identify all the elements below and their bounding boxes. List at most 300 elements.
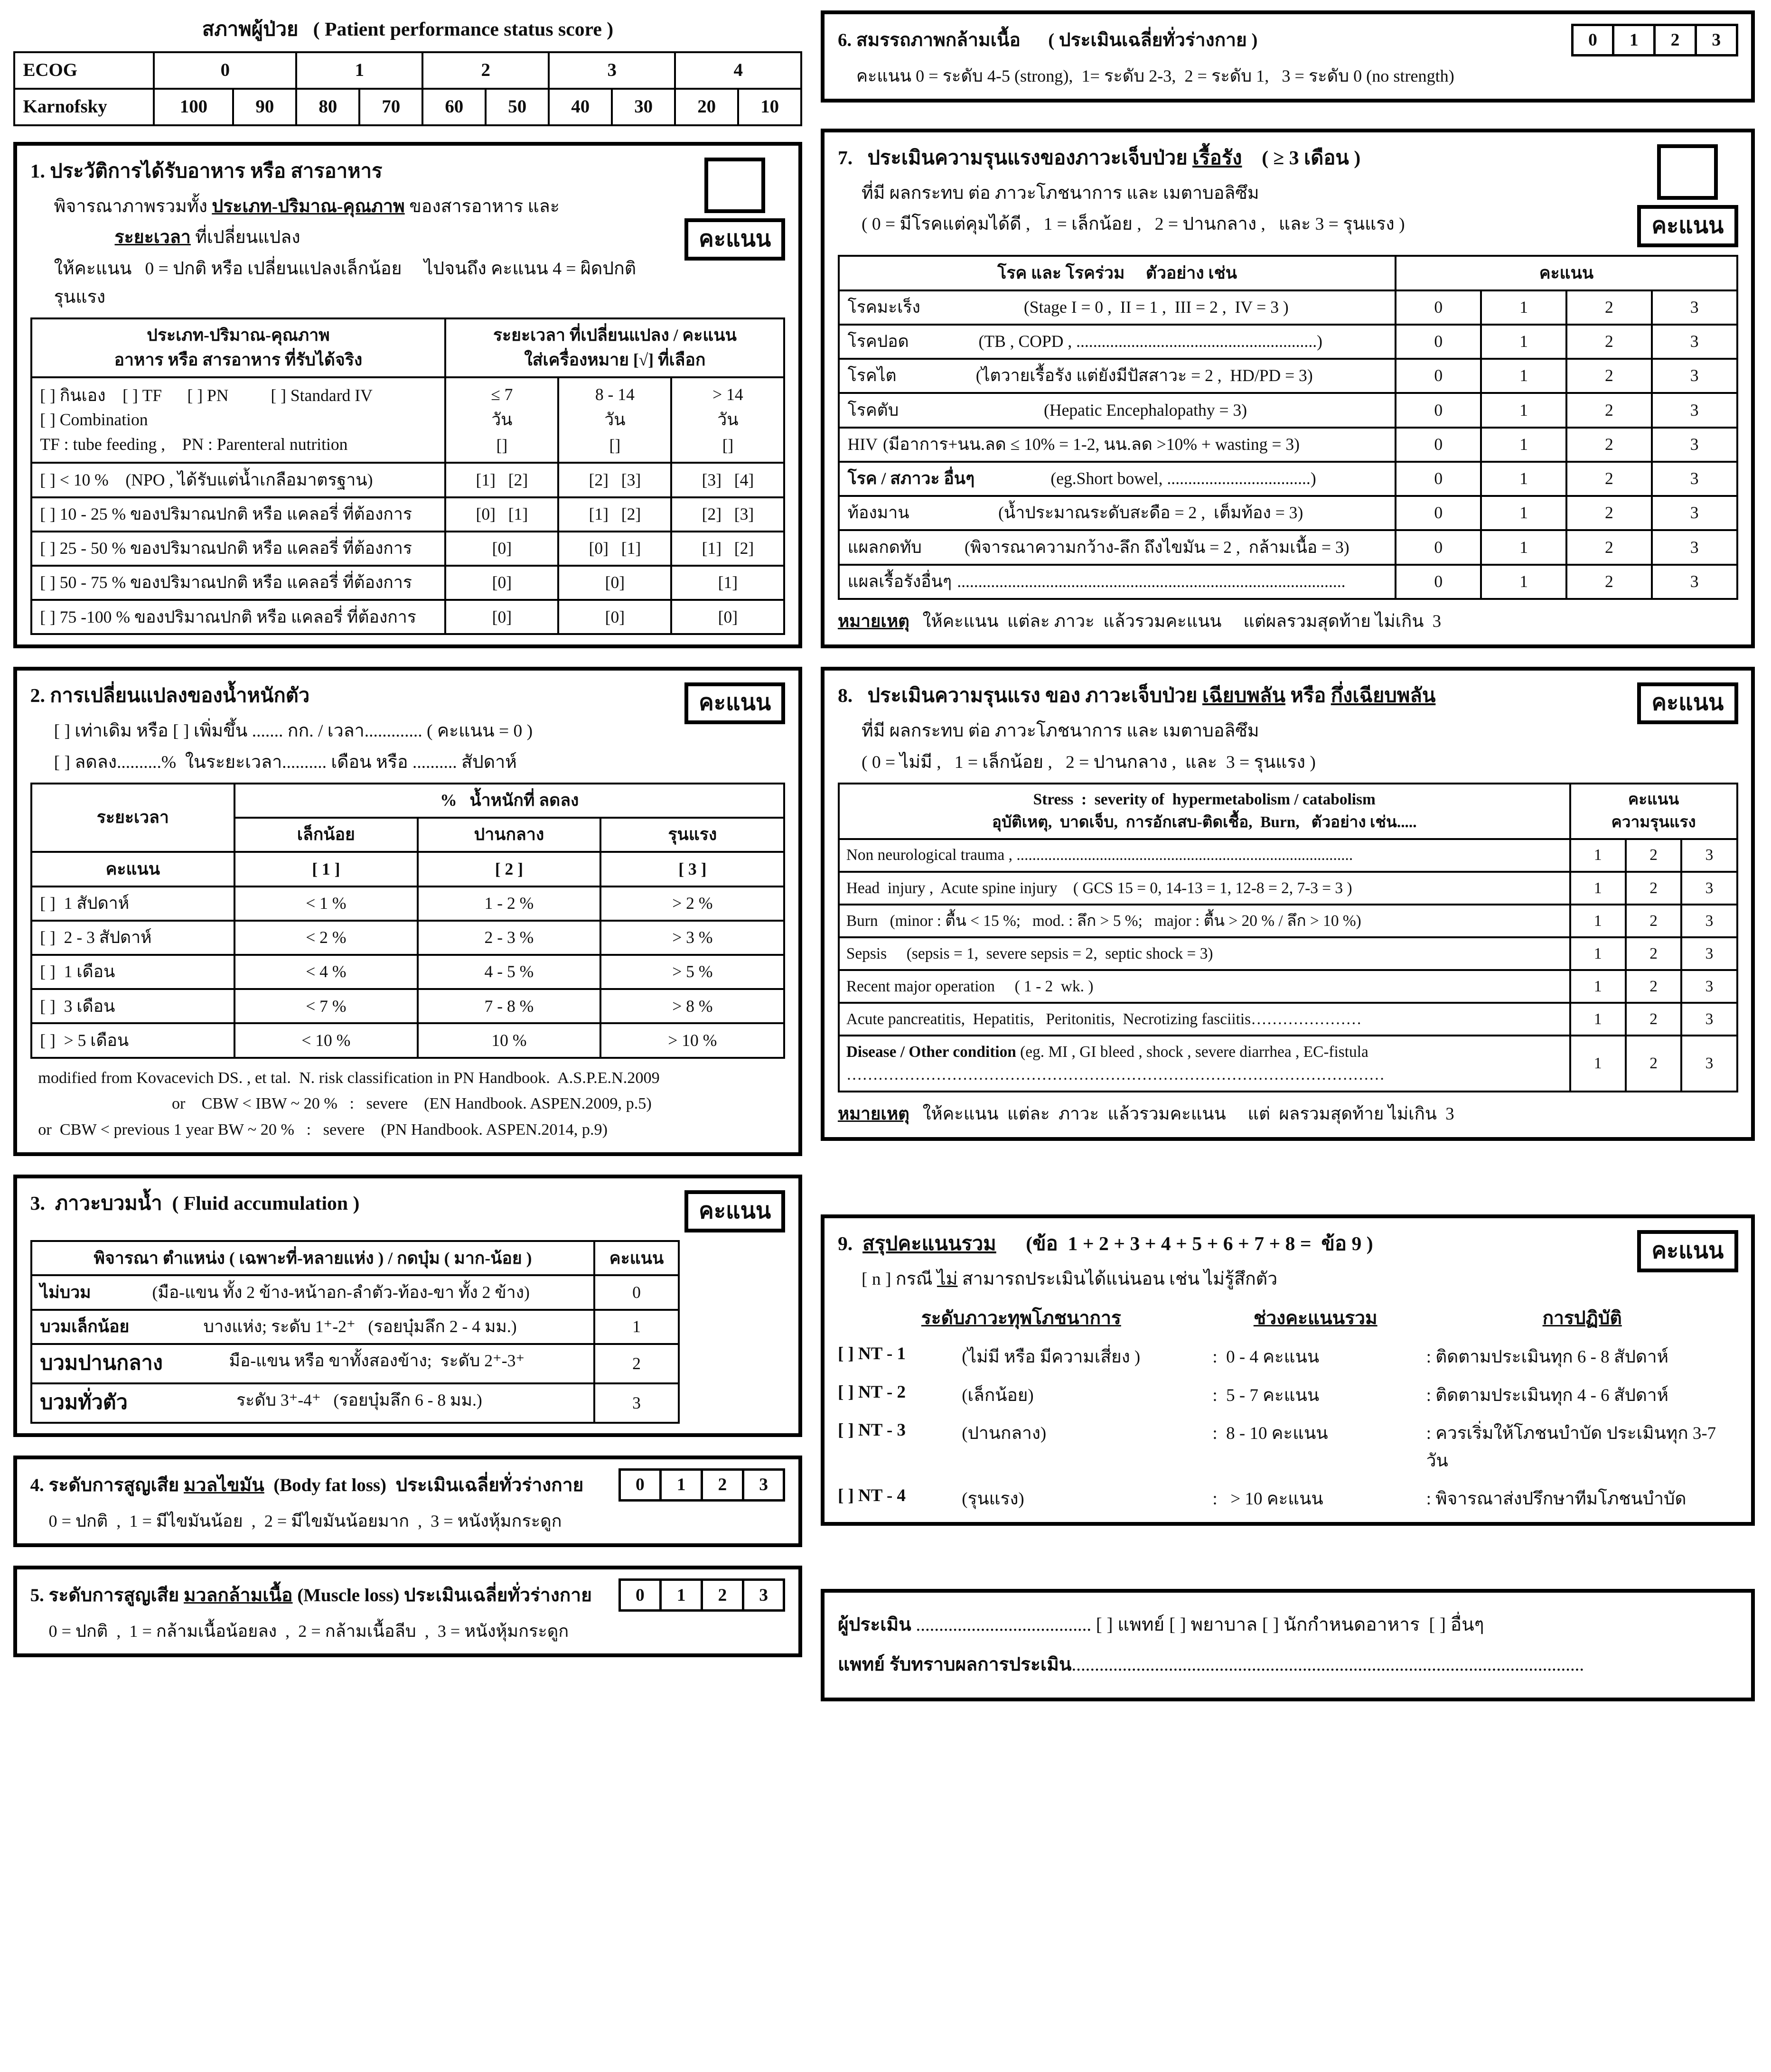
score-1[interactable]: 1 — [1481, 462, 1566, 496]
section6-title: 6. สมรรถภาพกล้ามเนื้อ ( ประเมินเฉลี่ยทั่วร่างกาย ) — [837, 30, 1258, 51]
score-entry-box[interactable] — [704, 158, 765, 213]
nt-level: (รุนแรง) — [962, 1489, 1024, 1509]
score-cell-1[interactable]: 1 — [659, 1468, 703, 1502]
score-0[interactable]: 0 — [1396, 496, 1481, 530]
score-2[interactable]: 2 — [1626, 1003, 1681, 1036]
score-label: คะแนน — [684, 218, 786, 261]
score-option-cell[interactable]: [0] — [445, 566, 558, 600]
table-row — [839, 393, 1737, 427]
table-row — [31, 497, 785, 532]
title-text: (Body fat loss) ประเมินเฉลี่ยทั่วร่างกาย — [264, 1475, 584, 1495]
score-header: คะแนน — [1396, 256, 1737, 290]
fluid-score[interactable]: 1 — [594, 1310, 678, 1344]
score-2[interactable]: 2 — [1566, 325, 1652, 359]
table-row — [31, 1383, 679, 1423]
score-3[interactable]: 3 — [1652, 496, 1737, 530]
score-row-label: คะแนน — [31, 852, 234, 886]
n-line-text: [ n ] กรณี — [861, 1269, 937, 1289]
duration-checkbox[interactable]: [] — [722, 435, 734, 455]
score-2[interactable]: 2 — [1626, 872, 1681, 905]
score-label: คะแนน — [684, 682, 786, 725]
intake-option-line[interactable]: [ ] กินเอง [ ] TF [ ] PN [ ] Standard IV — [40, 385, 373, 405]
score-option-cell[interactable]: [0] — [445, 532, 558, 566]
intake-pct-label[interactable]: [ ] 75 -100 % ของปริมาณปกติ หรือ แคลอรี่ ที่ต้องการ — [31, 600, 446, 634]
nt-range: : 5 - 7 คะแนน — [1212, 1385, 1320, 1405]
score-label: คะแนน — [1637, 1230, 1738, 1272]
assessor-label: ผู้ประเมิน — [837, 1615, 911, 1635]
score-1[interactable]: 1 — [1481, 359, 1566, 393]
duration-checkbox[interactable]: [] — [609, 435, 621, 455]
loss-value: 4 - 5 % — [418, 955, 601, 989]
n-line-text: สามารถประเมินได้แน่นอน เช่น ไม่รู้สึกตัว — [957, 1269, 1278, 1289]
score-cell-2[interactable]: 2 — [701, 1468, 744, 1502]
score-option-cell[interactable]: [0] — [558, 600, 671, 634]
intake-pct-label[interactable]: [ ] 10 - 25 % ของปริมาณปกติ หรือ แคลอรี่ ที่ต้องการ — [31, 497, 446, 532]
table-header-row — [31, 318, 785, 377]
stress-label — [839, 1036, 1570, 1091]
score-cell-3[interactable]: 3 — [742, 1578, 786, 1612]
score-0[interactable]: 0 — [1396, 565, 1481, 599]
score-0[interactable]: 0 — [1396, 393, 1481, 427]
fluid-header: พิจารณา ตำแหน่ง ( เฉพาะที่-หลายแห่ง ) / กดบุ๋ม ( มาก-น้อย ) — [31, 1241, 595, 1275]
score-option-cell[interactable]: [2] [3] — [558, 463, 671, 497]
table-row — [839, 905, 1737, 937]
score-2[interactable]: 2 — [1566, 428, 1652, 462]
desc-underlined: ระยะเวลา — [114, 228, 191, 248]
weight-loss-table — [30, 783, 786, 1059]
disease-cell — [839, 359, 1396, 393]
duration-gt14-cell[interactable] — [671, 377, 784, 463]
score-cell-2[interactable]: 2 — [1653, 24, 1697, 57]
fluid-level-cell — [31, 1310, 595, 1344]
score-0[interactable]: 0 — [1396, 325, 1481, 359]
stress-label: Sepsis (sepsis = 1, severe sepsis = 2, septic shock = 3) — [839, 937, 1570, 970]
intake-pct-label[interactable]: [ ] 25 - 50 % ของปริมาณปกติ หรือ แคลอรี่ ที่ต้องการ — [31, 532, 446, 566]
period-checkbox[interactable]: [ ] 2 - 3 สัปดาห์ — [31, 921, 234, 955]
score-cell-3[interactable]: 3 — [742, 1468, 786, 1502]
ecog-label: ECOG — [14, 52, 154, 89]
nt-range: : 0 - 4 คะแนน — [1212, 1347, 1320, 1367]
score-2[interactable]: 2 — [1566, 290, 1652, 325]
section-1-diet-history — [13, 142, 802, 648]
score-1[interactable]: 1 — [1570, 1036, 1626, 1091]
section4-title-line — [30, 1468, 786, 1502]
score-1[interactable]: 1 — [1570, 970, 1626, 1003]
karnofsky-70[interactable]: 70 — [359, 89, 422, 125]
stress-label: Head injury , Acute spine injury ( GCS 15 = 0, 14-13 = 1, 12-8 = 2, 7-3 = 3 ) — [839, 872, 1570, 905]
score-3[interactable]: 3 — [1681, 905, 1737, 937]
table-row — [839, 872, 1737, 905]
section5-score-strip — [618, 1578, 786, 1612]
fluid-level-name: บวมทั่วตัว — [40, 1391, 128, 1414]
score-1[interactable]: 1 — [1481, 565, 1566, 599]
score-1[interactable]: 1 — [1481, 530, 1566, 564]
performance-table — [13, 51, 802, 126]
score-2[interactable]: 2 — [1626, 1036, 1681, 1091]
section-8-acute-illness — [821, 667, 1755, 1141]
score-option-cell[interactable]: [2] [3] — [671, 497, 784, 532]
score-2[interactable]: 2 — [1566, 530, 1652, 564]
nt-checkbox[interactable]: [ ] NT - 1 — [837, 1344, 906, 1363]
table-row — [839, 530, 1737, 564]
right-column — [821, 10, 1755, 1719]
section8-title — [838, 680, 1738, 711]
loss-value: > 5 % — [600, 955, 784, 989]
section8-score-box — [1637, 682, 1738, 725]
ecog-score-2[interactable]: 2 — [422, 52, 549, 89]
acute-stress-table — [838, 783, 1738, 1092]
ecog-score-1[interactable]: 1 — [296, 52, 422, 89]
header-line: ประเภท-ปริมาณ-คุณภาพ — [147, 326, 330, 345]
table-row — [31, 955, 785, 989]
score-value[interactable]: [ 3 ] — [600, 852, 784, 886]
section1-desc-line2 — [30, 223, 786, 251]
intake-abbrev-line: TF : tube feeding , PN : Parenteral nutrition — [40, 434, 348, 454]
period-checkbox[interactable]: [ ] 3 เดือน — [31, 989, 234, 1023]
stress-label: Non neurological trauma , ..................................................................................... — [839, 839, 1570, 872]
score-cell-1[interactable]: 1 — [659, 1578, 703, 1612]
score-cell-1[interactable]: 1 — [1612, 24, 1656, 57]
duration-checkbox[interactable]: [] — [496, 435, 508, 455]
table-row — [839, 839, 1737, 872]
disease-cell — [839, 496, 1396, 530]
performance-status-section — [13, 10, 802, 126]
score-entry-box[interactable] — [1657, 144, 1718, 200]
section-5-muscle-loss — [13, 1566, 802, 1658]
score-2[interactable]: 2 — [1626, 905, 1681, 937]
title-text: ( ≥ 3 เดือน ) — [1242, 147, 1361, 169]
header-line: ใส่เครื่องหมาย [√] ที่เลือก — [524, 350, 706, 369]
score-value[interactable]: [ 1 ] — [234, 852, 418, 886]
duration-unit: วัน — [717, 410, 739, 429]
title-underlined: กึ่งเฉียบพลัน — [1331, 685, 1436, 707]
score-1[interactable]: 1 — [1481, 325, 1566, 359]
table-header-row — [31, 1241, 679, 1275]
score-option-cell[interactable]: [0] [1] — [558, 532, 671, 566]
score-option-cell[interactable]: [1] [2] — [671, 532, 784, 566]
title-text: (Muscle loss) ประเมินเฉลี่ยทั่วร่างกาย — [292, 1585, 592, 1606]
nt-action: : ติดตามประเมินทุก 6 - 8 สัปดาห์ — [1426, 1347, 1669, 1367]
score-option-cell[interactable]: [1] [2] — [558, 497, 671, 532]
intake-option-line[interactable]: [ ] Combination — [40, 410, 148, 429]
duration-unit: วัน — [604, 410, 626, 429]
score-3[interactable]: 3 — [1652, 359, 1737, 393]
section5-legend: 0 = ปกติ , 1 = กล้ามเนื้อน้อยลง , 2 = กล้ามเนื้อลีบ , 3 = หนังหุ้มกระดูก — [48, 1622, 569, 1641]
physician-ack-line[interactable] — [838, 1648, 1738, 1681]
n-line-underlined: ไม่ — [937, 1269, 958, 1289]
karnofsky-20[interactable]: 20 — [675, 89, 738, 125]
score-1[interactable]: 1 — [1481, 428, 1566, 462]
fluid-level-detail: บางแห่ง; ระดับ 1⁺-2⁺ (รอยบุ๋มลึก 2 - 4 มม.) — [203, 1317, 517, 1336]
intake-type-header — [31, 318, 446, 377]
header-line: ระยะเวลา ที่เปลี่ยนแปลง / คะแนน — [493, 326, 737, 345]
nt-level-header: ระดับภาวะทุพโภชนาการ — [921, 1308, 1121, 1329]
desc-text: ของสารอาหาร และ — [404, 196, 560, 216]
assessor-box — [821, 1589, 1755, 1701]
disease-name: โรค / สภาวะ อื่นๆ — [847, 469, 975, 488]
score-2[interactable]: 2 — [1566, 496, 1652, 530]
score-3[interactable]: 3 — [1652, 428, 1737, 462]
nt-checkbox[interactable]: [ ] NT - 3 — [837, 1419, 906, 1439]
disease-cell — [839, 530, 1396, 564]
duration-unit: วัน — [491, 410, 513, 429]
section8-desc2: ( 0 = ไม่มี , 1 = เล็กน้อย , 2 = ปานกลาง , และ 3 = รุนแรง ) — [861, 752, 1316, 772]
score-cell-0[interactable]: 0 — [618, 1578, 662, 1612]
ecog-score-0[interactable]: 0 — [154, 52, 296, 89]
score-0[interactable]: 0 — [1396, 462, 1481, 496]
section1-title: 1. ประวัติการได้รับอาหาร หรือ สารอาหาร — [30, 160, 383, 182]
score-3[interactable]: 3 — [1652, 290, 1737, 325]
score-0[interactable]: 0 — [1396, 428, 1481, 462]
weight-loss-line[interactable]: [ ] ลดลง..........% ในระยะเวลา.......... เดือน หรือ .......... สัปดาห์ — [54, 752, 517, 772]
karnofsky-50[interactable]: 50 — [486, 89, 549, 125]
table-row — [839, 496, 1737, 530]
nt-action-header: การปฏิบัติ — [1542, 1308, 1622, 1329]
loss-header: % น้ำหนักที่ ลดลง — [234, 784, 784, 818]
score-1[interactable]: 1 — [1481, 496, 1566, 530]
score-cell-0[interactable]: 0 — [1571, 24, 1615, 57]
table-row — [839, 325, 1737, 359]
section7-score-box — [1637, 144, 1738, 247]
score-option-cell[interactable]: [1] — [671, 566, 784, 600]
fluid-level-detail: (มือ-แขน ทั้ง 2 ข้าง-หน้าอก-ลำตัว-ท้อง-ขา ทั้ง 2 ข้าง) — [152, 1282, 530, 1302]
score-option-cell[interactable]: [0] [1] — [445, 497, 558, 532]
period-checkbox[interactable]: [ ] 1 เดือน — [31, 955, 234, 989]
disease-detail: ............................................................................................ — [957, 571, 1346, 591]
karnofsky-60[interactable]: 60 — [422, 89, 486, 125]
score-option-cell[interactable]: [0] — [445, 600, 558, 634]
karnofsky-30[interactable]: 30 — [612, 89, 675, 125]
section6-score-strip — [1571, 24, 1738, 57]
stress-label: Recent major operation ( 1 - 2 wk. ) — [839, 970, 1570, 1003]
desc-underlined: ประเภท-ปริมาณ-คุณภาพ — [212, 196, 405, 216]
desc-text: พิจารณาภาพรวมทั้ง — [54, 196, 212, 216]
score-value[interactable]: [ 2 ] — [418, 852, 601, 886]
section8-desc1: ที่มี ผลกระทบ ต่อ ภาวะโภชนาการ และ เมตาบอลิซึม — [861, 721, 1259, 741]
score-header: คะแนน — [594, 1241, 678, 1275]
nt-checkbox[interactable]: [ ] NT - 4 — [837, 1485, 906, 1505]
table-row — [839, 1036, 1737, 1091]
section3-title: 3. ภาวะบวมน้ำ ( Fluid accumulation ) — [30, 1193, 360, 1215]
section9-n-line[interactable] — [838, 1264, 1738, 1293]
nt-checkbox[interactable]: [ ] NT - 2 — [837, 1381, 906, 1401]
score-2[interactable]: 2 — [1566, 565, 1652, 599]
score-2[interactable]: 2 — [1566, 393, 1652, 427]
section6-title-line — [838, 24, 1738, 57]
table-row — [31, 532, 785, 566]
score-1[interactable]: 1 — [1570, 905, 1626, 937]
assessor-line[interactable] — [838, 1608, 1738, 1642]
table-row — [31, 566, 785, 600]
diet-history-table — [30, 317, 786, 635]
score-3[interactable]: 3 — [1652, 530, 1737, 564]
section6-legend: คะแนน 0 = ระดับ 4-5 (strong), 1= ระดับ 2-3, 2 = ระดับ 1, 3 = ระดับ 0 (no strength) — [856, 66, 1454, 86]
score-2[interactable]: 2 — [1566, 359, 1652, 393]
section9-score-box — [1637, 1230, 1738, 1272]
table-row — [31, 600, 785, 634]
duration-8-14-cell[interactable] — [558, 377, 671, 463]
score-2[interactable]: 2 — [1626, 970, 1681, 1003]
fluid-score[interactable]: 0 — [594, 1275, 678, 1309]
score-1[interactable]: 1 — [1481, 393, 1566, 427]
karnofsky-80[interactable]: 80 — [296, 89, 359, 125]
score-1[interactable]: 1 — [1570, 1003, 1626, 1036]
level-header: เล็กน้อย — [234, 818, 418, 852]
table-row — [31, 989, 785, 1023]
score-1[interactable]: 1 — [1481, 290, 1566, 325]
disease-name: ท้องมาน — [847, 503, 909, 523]
fluid-level-name: ไม่บวม — [40, 1282, 91, 1302]
section8-note — [838, 1100, 1738, 1128]
assessor-fill[interactable]: ...................................... [ ] แพทย์ [ ] พยาบาล [ ] นักกำหนดอาหาร [ ] อื่นๆ — [911, 1615, 1484, 1635]
intake-route-cell[interactable] — [31, 377, 446, 463]
score-cell-2[interactable]: 2 — [701, 1578, 744, 1612]
table-row — [31, 887, 785, 921]
section1-desc-line1 — [30, 192, 786, 220]
loss-value: < 7 % — [234, 989, 418, 1023]
section4-title — [30, 1470, 608, 1500]
fluid-level-name: บวมเล็กน้อย — [40, 1317, 130, 1336]
weight-same-or-gain-line[interactable]: [ ] เท่าเดิม หรือ [ ] เพิ่มขึ้น ....... กก. / เวลา............. ( คะแนน = 0 ) — [54, 721, 533, 741]
header-line: ความรุนแรง — [1611, 813, 1696, 831]
duration-le7-cell[interactable] — [445, 377, 558, 463]
score-3[interactable]: 3 — [1681, 1003, 1737, 1036]
disease-detail: (TB , COPD , .........................................................) — [978, 332, 1322, 351]
loss-value: 1 - 2 % — [418, 887, 601, 921]
score-1[interactable]: 1 — [1570, 872, 1626, 905]
table-row — [839, 359, 1737, 393]
score-0[interactable]: 0 — [1396, 359, 1481, 393]
score-option-cell[interactable]: [3] [4] — [671, 463, 784, 497]
loss-value: > 8 % — [600, 989, 784, 1023]
loss-value: > 2 % — [600, 887, 784, 921]
period-checkbox[interactable]: [ ] 1 สัปดาห์ — [31, 887, 234, 921]
score-0[interactable]: 0 — [1396, 530, 1481, 564]
score-option-cell[interactable]: [0] — [671, 600, 784, 634]
section4-legend: 0 = ปกติ , 1 = มีไขมันน้อย , 2 = มีไขมันน้อยมาก , 3 = หนังหุ้มกระดูก — [48, 1511, 562, 1531]
score-option-cell[interactable]: [0] — [558, 566, 671, 600]
disease-cell — [839, 565, 1396, 599]
score-3[interactable]: 3 — [1681, 970, 1737, 1003]
disease-cell — [839, 325, 1396, 359]
reference-footnotes — [30, 1065, 786, 1143]
score-0[interactable]: 0 — [1396, 290, 1481, 325]
score-3[interactable]: 3 — [1652, 565, 1737, 599]
score-3[interactable]: 3 — [1652, 393, 1737, 427]
table-header-row — [31, 784, 785, 818]
physician-ack-fill[interactable]: ............................................................................................................... — [1071, 1654, 1584, 1675]
section-2-weight-change — [13, 667, 802, 1156]
score-3[interactable]: 3 — [1681, 839, 1737, 872]
karnofsky-90[interactable]: 90 — [233, 89, 296, 125]
section7-title — [838, 142, 1738, 173]
score-cell-0[interactable]: 0 — [618, 1468, 662, 1502]
score-2[interactable]: 2 — [1566, 462, 1652, 496]
intake-pct-label[interactable]: [ ] 50 - 75 % ของปริมาณปกติ หรือ แคลอรี่ ที่ต้องการ — [31, 566, 446, 600]
stress-label-bold: Disease / Other condition — [846, 1043, 1016, 1061]
section-7-chronic-illness — [821, 129, 1755, 648]
table-row — [31, 1275, 679, 1309]
section9-title — [838, 1228, 1738, 1259]
score-3[interactable]: 3 — [1681, 1036, 1737, 1091]
disease-name: โรคตับ — [847, 400, 899, 420]
karnofsky-10[interactable]: 10 — [738, 89, 801, 125]
nt-action: : ควรเริ่มให้โภชนบำบัด ประเมินทุก 3-7 วัน — [1426, 1423, 1721, 1470]
fluid-level-cell — [31, 1275, 595, 1309]
header-line: คะแนน — [1628, 791, 1679, 809]
score-3[interactable]: 3 — [1652, 325, 1737, 359]
score-2[interactable]: 2 — [1626, 937, 1681, 970]
karnofsky-row — [14, 89, 801, 125]
score-option-cell[interactable]: [1] [2] — [445, 463, 558, 497]
score-1[interactable]: 1 — [1570, 937, 1626, 970]
table-row — [31, 1023, 785, 1057]
footnote: modified from Kovacevich DS. , et tal. N. risk classification in PN Handbook. A.S.P.E.N.2009 — [38, 1069, 660, 1087]
score-1[interactable]: 1 — [1570, 839, 1626, 872]
ecog-score-4[interactable]: 4 — [675, 52, 801, 89]
table-row — [839, 565, 1737, 599]
table-row — [31, 1344, 679, 1383]
section-4-body-fat-loss — [13, 1456, 802, 1548]
title-underlined: มวลกล้ามเนื้อ — [184, 1585, 293, 1606]
disease-detail: (ไตวายเรื้อรัง แต่ยังมีปัสสาวะ = 2 , HD/PD = 3) — [975, 366, 1313, 385]
nt-level: (ปานกลาง) — [962, 1423, 1047, 1443]
duration-header — [445, 318, 784, 377]
table-row — [839, 428, 1737, 462]
ecog-score-3[interactable]: 3 — [549, 52, 675, 89]
section-3-fluid-accumulation — [13, 1175, 802, 1437]
header-line: Stress : severity of hypermetabolism / catabolism — [1033, 791, 1376, 809]
fluid-level-cell — [31, 1383, 595, 1423]
level-header: รุนแรง — [600, 818, 784, 852]
section-9-total-score — [821, 1214, 1755, 1525]
title-text: 4. ระดับการสูญเสีย — [30, 1475, 184, 1495]
fluid-score[interactable]: 3 — [594, 1383, 678, 1423]
left-column — [13, 10, 802, 1676]
karnofsky-40[interactable]: 40 — [549, 89, 612, 125]
disease-cell — [839, 462, 1396, 496]
fluid-level-cell — [31, 1344, 595, 1383]
disease-name: โรคไต — [847, 366, 897, 385]
section2-title: 2. การเปลี่ยนแปลงของน้ำหนักตัว — [30, 685, 310, 707]
score-3[interactable]: 3 — [1681, 937, 1737, 970]
score-label: คะแนน — [1637, 682, 1738, 725]
note-keyword: หมายเหตุ — [837, 611, 909, 631]
score-cell-3[interactable]: 3 — [1695, 24, 1738, 57]
section4-score-strip — [618, 1468, 786, 1502]
disease-detail: (พิจารณาความกว้าง-ลึก ถึงไขมัน = 2 , กล้ามเนื้อ = 3) — [965, 537, 1349, 557]
period-checkbox[interactable]: [ ] > 5 เดือน — [31, 1023, 234, 1057]
period-header: ระยะเวลา — [31, 784, 234, 852]
fluid-score[interactable]: 2 — [594, 1344, 678, 1383]
score-2[interactable]: 2 — [1626, 839, 1681, 872]
nt-action: : พิจารณาส่งปรึกษาทีมโภชนบำบัด — [1426, 1489, 1687, 1509]
chronic-disease-table — [838, 255, 1738, 599]
loss-value: 7 - 8 % — [418, 989, 601, 1023]
disease-detail: (Hepatic Encephalopathy = 3) — [1044, 400, 1247, 420]
karnofsky-100[interactable]: 100 — [154, 89, 233, 125]
header-line: อุบัติเหตุ, บาดเจ็บ, การอักเสบ-ติดเชื้อ, Burn, ตัวอย่าง เช่น..... — [992, 813, 1417, 831]
score-3[interactable]: 3 — [1681, 872, 1737, 905]
section1-desc-line3: ให้คะแนน 0 = ปกติ หรือ เปลี่ยนแปลงเล็กน้อย ไปจนถึง คะแนน 4 = ผิดปกติรุนแรง — [54, 259, 637, 307]
intake-pct-label[interactable]: [ ] < 10 % (NPO , ได้รับแต่น้ำเกลือมาตรฐาน) — [31, 463, 446, 497]
note-text: ให้คะแนน แต่ละ ภาวะ แล้วรวมคะแนน แต่ ผลรวมสุดท้าย ไม่เกิน 3 — [909, 1104, 1454, 1124]
nt-level: (ไม่มี หรือ มีความเสี่ยง ) — [962, 1347, 1141, 1367]
loss-value: 10 % — [418, 1023, 601, 1057]
loss-value: 2 - 3 % — [418, 921, 601, 955]
score-3[interactable]: 3 — [1652, 462, 1737, 496]
ecog-row — [14, 52, 801, 89]
